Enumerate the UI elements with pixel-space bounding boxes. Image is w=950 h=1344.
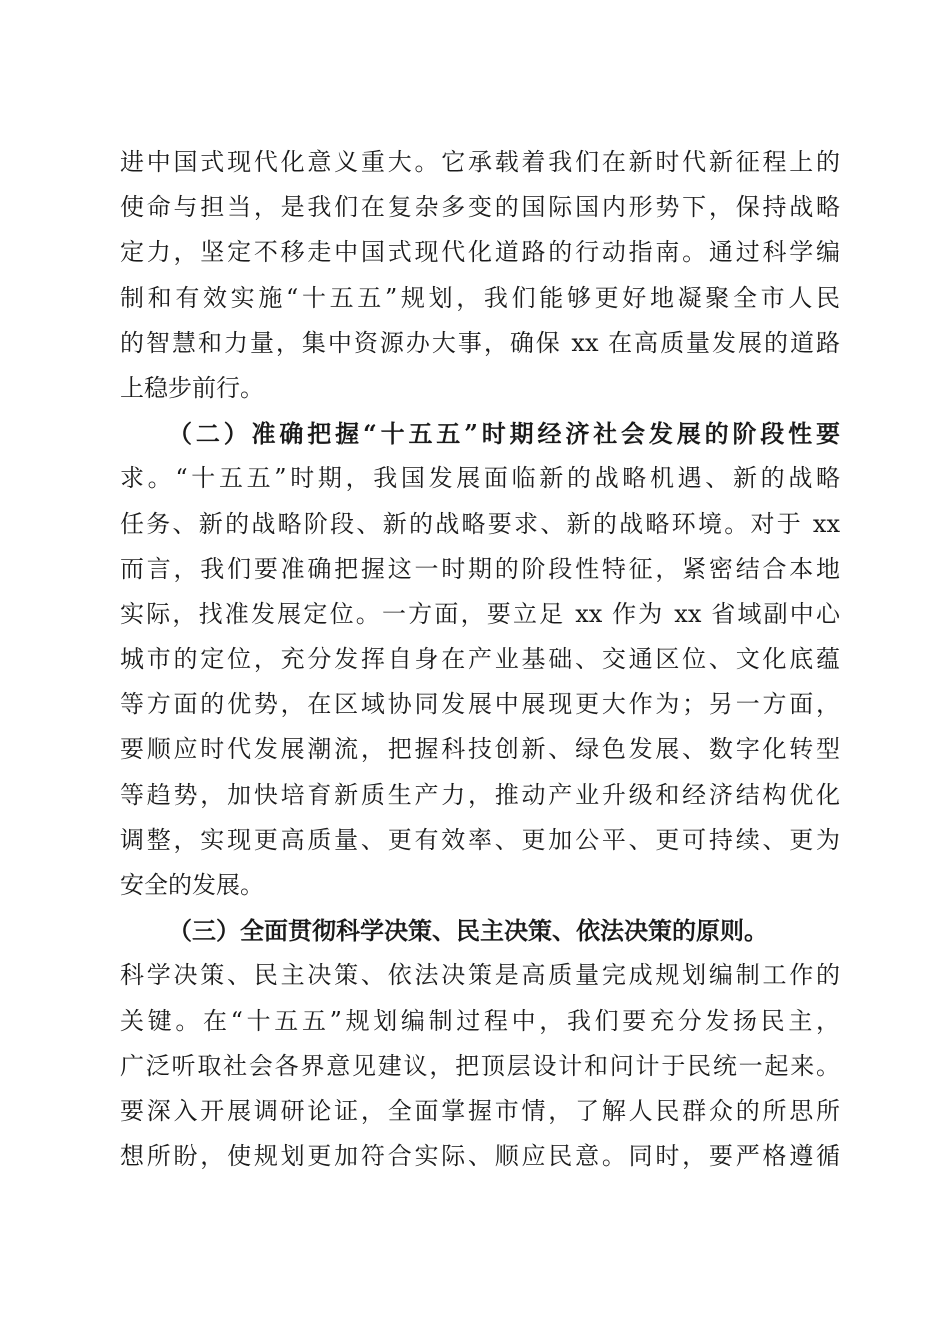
text-line: 等趋势，加快培育新质生产力，推动产业升级和经济结构优化	[120, 780, 840, 809]
paragraph-1	[120, 140, 840, 411]
paragraph-2	[120, 411, 840, 908]
text-line: 调整，实现更高质量、更有效率、更加公平、更可持续、更为	[120, 825, 840, 854]
text-line: 关键。在“十五五”规划编制过程中，我们要充分发扬民主，	[120, 1006, 840, 1035]
text-line: 实际，找准发展定位。一方面，要立足 xx 作为 xx 省域副中心	[120, 599, 840, 628]
text-line: 定力，坚定不移走中国式现代化道路的行动指南。通过科学编	[120, 238, 840, 267]
section-heading-3: （三）全面贯彻科学决策、民主决策、依法决策的原则。	[168, 916, 768, 946]
text-line: 使命与担当，是我们在复杂多变的国际国内形势下，保持战略	[120, 193, 840, 222]
paragraph-3	[120, 908, 840, 1179]
text-line: 想所盼，使规划更加符合实际、顺应民意。同时，要严格遵循	[120, 1142, 840, 1171]
document-body	[120, 140, 840, 1179]
text-line: 科学决策、民主决策、依法决策是高质量完成规划编制工作的	[120, 961, 840, 990]
text-line: 等方面的优势，在区域协同发展中展现更大作为；另一方面，	[120, 690, 840, 719]
text-line: 上稳步前行。	[120, 373, 264, 402]
text-line: 安全的发展。	[120, 871, 264, 899]
text-line: 的智慧和力量，集中资源办大事，确保 xx 在高质量发展的道路	[120, 328, 840, 357]
section-heading-2: （二）准确把握“十五五”时期经济社会发展的阶段性要	[168, 419, 840, 449]
text-line: 广泛听取社会各界意见建议，把顶层设计和问计于民统一起来。	[120, 1051, 840, 1080]
text-line: 制和有效实施“十五五”规划，我们能够更好地凝聚全市人民	[120, 283, 840, 312]
text-line: 要深入开展调研论证，全面掌握市情，了解人民群众的所思所	[120, 1096, 840, 1125]
text-line: 要顺应时代发展潮流，把握科技创新、绿色发展、数字化转型	[120, 735, 840, 764]
text-line: 而言，我们要准确把握这一时期的阶段性特征，紧密结合本地	[120, 554, 840, 583]
text-line: 求。“十五五”时期，我国发展面临新的战略机遇、新的战略	[120, 464, 840, 493]
text-line: 任务、新的战略阶段、新的战略要求、新的战略环境。对于 xx	[120, 509, 840, 538]
text-line: 进中国式现代化意义重大。它承载着我们在新时代新征程上的	[120, 148, 840, 176]
text-line: 城市的定位，充分发挥自身在产业基础、交通区位、文化底蕴	[120, 645, 840, 674]
